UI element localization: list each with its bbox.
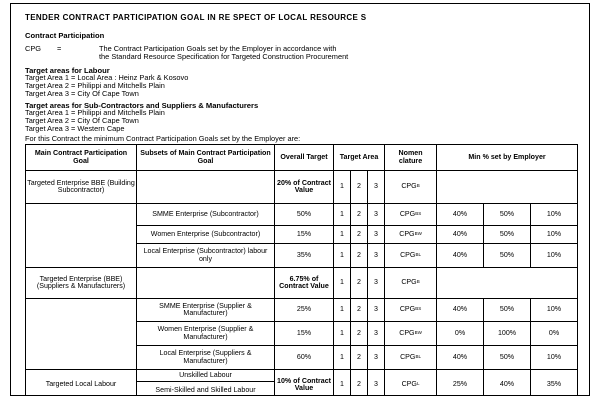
main-goal-cell: Targeted Enterprise BBE (Building Subcontractor) xyxy=(26,171,137,204)
header-min-percent: Min % set by Employer xyxy=(437,145,578,171)
area-cell: 1 xyxy=(334,171,351,204)
min-percent-area1-cell: 40% xyxy=(437,244,484,268)
nomenclature-text: CPG xyxy=(399,328,415,337)
area-cell: 3 xyxy=(368,204,385,226)
overall-target-cell: 50% xyxy=(275,204,334,226)
min-percent-area2-cell: 50% xyxy=(484,204,531,226)
nomenclature-text: CPG xyxy=(400,352,416,361)
nomenclature-text: CPG xyxy=(400,250,416,259)
area-cell: 2 xyxy=(351,171,368,204)
subset-cell: SMME Enterprise (Supplier & Manufacturer) xyxy=(137,299,275,322)
subcontractor-areas-heading: Target areas for Sub-Contractors and Suppliers & Manufacturers xyxy=(25,101,259,110)
min-percent-cell xyxy=(437,268,578,299)
subcontractor-area-1: Target Area 1 = Philippi and Mitchells Plain xyxy=(25,108,165,117)
nomenclature-text: CPG xyxy=(399,209,416,218)
contract-participation-heading: Contract Participation xyxy=(25,31,105,40)
nomenclature-superscript: L xyxy=(416,381,420,387)
area-cell: 1 xyxy=(334,370,351,397)
area-cell: 3 xyxy=(368,370,385,397)
area-cell: 3 xyxy=(368,268,385,299)
overall-target-cell: 35% xyxy=(275,244,334,268)
labour-area-1: Target Area 1 = Local Area : Heinz Park & Kosovo xyxy=(25,73,189,82)
subset-cell: Women Enterprise (Supplier & Manufacturer) xyxy=(137,322,275,346)
table-row xyxy=(26,268,578,299)
nomenclature-cell xyxy=(385,268,437,299)
nomenclature-cell xyxy=(385,346,437,370)
min-percent-area3-cell: 0% xyxy=(531,322,578,346)
header-nomenclature: Nomen clature xyxy=(385,145,437,171)
area-cell: 2 xyxy=(351,370,368,397)
area-cell: 3 xyxy=(368,226,385,244)
header-target-area: Target Area xyxy=(334,145,385,171)
cpg-definition-line2: the Standard Resource Specification for Targeted Construction Procurement xyxy=(99,52,349,62)
min-percent-area3-cell: 10% xyxy=(531,226,578,244)
nomenclature-cell xyxy=(385,204,437,226)
nomenclature-superscript: BL xyxy=(415,353,421,359)
area-cell: 1 xyxy=(334,226,351,244)
subset-cell: Local Enterprise (Subcontractor) labour only xyxy=(137,244,275,268)
min-percent-area3-cell: 10% xyxy=(531,346,578,370)
nomenclature-cell xyxy=(385,322,437,346)
nomenclature-text: CPG xyxy=(399,229,415,238)
subset-cell: Unskilled Labour xyxy=(137,370,275,382)
min-percent-area1-cell: 25% xyxy=(437,370,484,397)
area-cell: 2 xyxy=(351,204,368,226)
area-cell: 2 xyxy=(351,299,368,322)
nomenclature-superscript: B xyxy=(416,183,420,189)
subcontractor-area-3: Target Area 3 = Western Cape xyxy=(25,124,125,133)
nomenclature-text: CPG xyxy=(399,305,416,314)
nomenclature-cell xyxy=(385,299,437,322)
area-cell: 2 xyxy=(351,226,368,244)
subset-cell: Women Enterprise (Subcontractor) xyxy=(137,226,275,244)
area-cell: 3 xyxy=(368,171,385,204)
area-cell: 3 xyxy=(368,346,385,370)
nomenclature-cell xyxy=(385,244,437,268)
table-row xyxy=(26,370,578,382)
area-cell: 1 xyxy=(334,299,351,322)
overall-target-cell: 10% of Contract Value xyxy=(275,370,334,397)
nomenclature-cell xyxy=(385,370,437,397)
min-percent-area2-cell: 40% xyxy=(484,370,531,397)
subset-cell: Local Enterprise (Suppliers & Manufacturer) xyxy=(137,346,275,370)
min-percent-area1-cell: 40% xyxy=(437,226,484,244)
area-cell: 2 xyxy=(351,268,368,299)
overall-target-cell: 15% xyxy=(275,322,334,346)
overall-target-cell: 60% xyxy=(275,346,334,370)
nomenclature-superscript: BW xyxy=(414,230,422,236)
labour-areas-heading: Target areas for Labour xyxy=(25,66,110,75)
overall-target-cell: 6.75% of Contract Value xyxy=(275,268,334,299)
subset-cell: SMME Enterprise (Subcontractor) xyxy=(137,204,275,226)
subset-cell xyxy=(137,268,275,299)
min-percent-area2-cell: 50% xyxy=(484,226,531,244)
nomenclature-superscript: B xyxy=(416,279,420,285)
area-cell: 2 xyxy=(351,346,368,370)
overall-target-cell: 25% xyxy=(275,299,334,322)
nomenclature-superscript: BS xyxy=(415,306,422,312)
header-main-goal: Main Contract Participation Goal xyxy=(26,145,137,171)
main-goal-cell xyxy=(26,204,137,268)
overall-target-cell: 15% xyxy=(275,226,334,244)
main-goal-cell: Targeted Local Labour xyxy=(26,370,137,397)
nomenclature-cell xyxy=(385,171,437,204)
cpg-equals: = xyxy=(57,44,62,53)
min-percent-cell xyxy=(437,171,578,204)
header-subsets: Subsets of Main Contract Participation Goal xyxy=(137,145,275,171)
min-percent-area3-cell: 35% xyxy=(531,370,578,397)
subset-cell xyxy=(137,171,275,204)
area-cell: 3 xyxy=(368,244,385,268)
nomenclature-superscript: BW xyxy=(414,329,422,335)
table-row xyxy=(26,299,578,322)
nomenclature-text: CPG xyxy=(401,380,417,389)
min-percent-area3-cell: 10% xyxy=(531,244,578,268)
area-cell: 3 xyxy=(368,322,385,346)
main-goal-cell xyxy=(26,299,137,370)
table-row xyxy=(26,171,578,204)
table-row xyxy=(26,204,578,226)
nomenclature-text: CPG xyxy=(401,278,417,287)
table-intro: For this Contract the minimum Contract Participation Goals set by the Employer are: xyxy=(25,134,301,143)
cpg-term: CPG xyxy=(25,44,42,53)
min-percent-area2-cell: 50% xyxy=(484,244,531,268)
header-overall-target: Overall Target xyxy=(275,145,334,171)
min-percent-area2-cell: 100% xyxy=(484,322,531,346)
area-cell: 3 xyxy=(368,299,385,322)
min-percent-area2-cell: 50% xyxy=(484,299,531,322)
min-percent-area1-cell: 40% xyxy=(437,204,484,226)
cpg-definition xyxy=(99,45,348,62)
area-cell: 1 xyxy=(334,346,351,370)
min-percent-area3-cell: 10% xyxy=(531,204,578,226)
min-percent-area2-cell: 50% xyxy=(484,346,531,370)
min-percent-area1-cell: 40% xyxy=(437,299,484,322)
cpg-definition-line1: The Contract Participation Goals set by the Employer in accordance with xyxy=(99,44,337,53)
nomenclature-cell xyxy=(385,226,437,244)
labour-area-3: Target Area 3 = City Of Cape Town xyxy=(25,89,139,98)
labour-area-2: Target Area 2 = Philippi and Mitchells Plain xyxy=(25,81,165,90)
area-cell: 2 xyxy=(351,244,368,268)
area-cell: 1 xyxy=(334,244,351,268)
area-cell: 2 xyxy=(351,322,368,346)
table-header-row xyxy=(26,145,578,171)
area-cell: 1 xyxy=(334,204,351,226)
min-percent-area1-cell: 40% xyxy=(437,346,484,370)
nomenclature-text: CPG xyxy=(401,182,417,191)
subset-cell: Semi-Skilled and Skilled Labour xyxy=(137,382,275,397)
main-goal-cell: Targeted Enterprise (BBE) (Suppliers & Manufacturers) xyxy=(26,268,137,299)
area-cell: 1 xyxy=(334,322,351,346)
document-page xyxy=(10,3,590,396)
nomenclature-superscript: BL xyxy=(415,251,421,257)
overall-target-cell: 20% of Contract Value xyxy=(275,171,334,204)
area-cell: 1 xyxy=(334,268,351,299)
nomenclature-superscript: BS xyxy=(415,210,422,216)
min-percent-area3-cell: 10% xyxy=(531,299,578,322)
cpg-table xyxy=(25,144,578,396)
min-percent-area1-cell: 0% xyxy=(437,322,484,346)
document-title: TENDER CONTRACT PARTICIPATION GOAL IN RE SPECT OF LOCAL RESOURCE S xyxy=(25,13,367,22)
subcontractor-area-2: Target Area 2 = City Of Cape Town xyxy=(25,116,139,125)
